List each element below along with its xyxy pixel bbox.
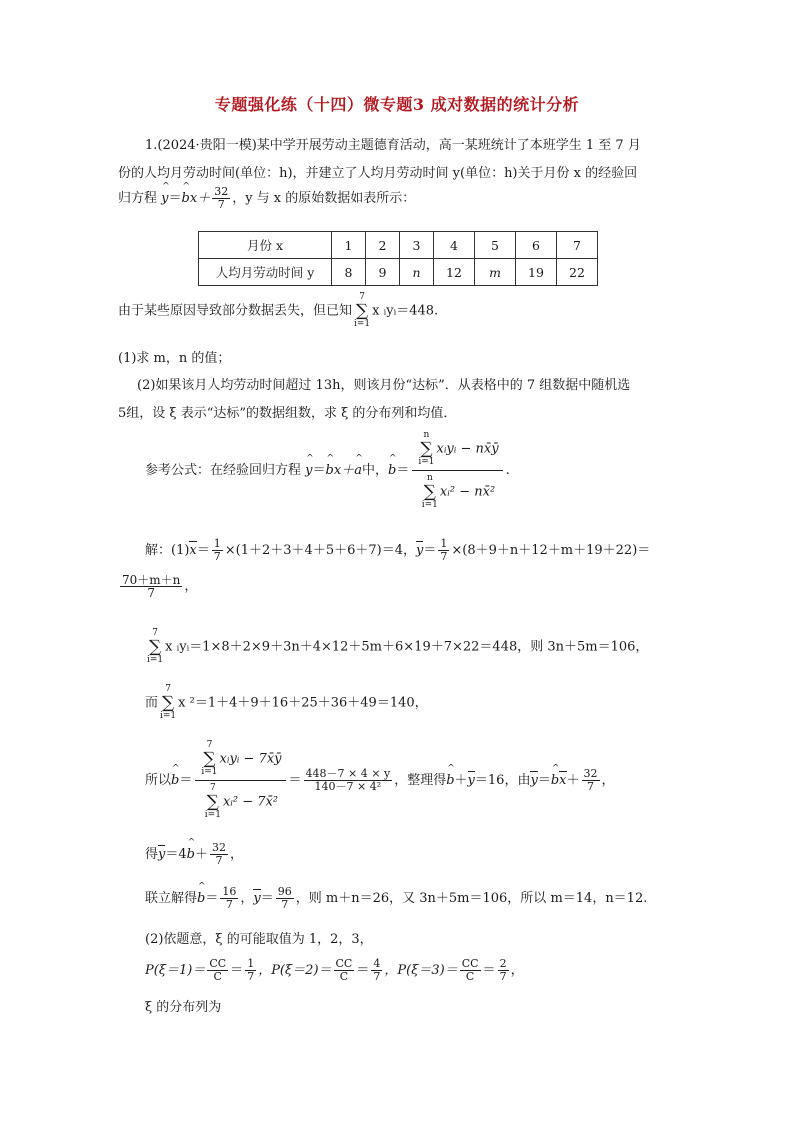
- fraction: $\frac{1}{7}$: [213, 537, 221, 563]
- sum-symbol: 7 ∑ i=1: [354, 292, 371, 329]
- formula-b-fraction: n ∑ i=1 xᵢyᵢ − nx̄ȳ n ∑ i=1 xᵢ² − nx̄²: [412, 430, 502, 511]
- table-cell: n: [400, 259, 434, 286]
- a-hat: ^ a: [354, 463, 362, 478]
- table-cell: 3: [400, 232, 434, 259]
- b-fraction: 7 ∑ i=1 xᵢyᵢ − 7x̄ȳ 7 ∑ i=1 xᵢ² − 7x̄²: [195, 740, 285, 821]
- solution-line3: 7 ∑ i=1 x ᵢyᵢ＝1×8＋2×9＋3n＋4×12＋5m＋6×19＋7×22＝448，则 3n＋5m＝106，: [147, 628, 649, 665]
- fraction: $\frac{4}{7}$: [373, 957, 381, 983]
- known-sum-line: [118, 292, 438, 330]
- fraction: $\frac{2}{7}$: [499, 957, 507, 983]
- y-hat: ^ y: [305, 463, 312, 478]
- question-2-line1: (2)如果该月人均劳动时间超过 13h，则该月份“达标”．从表格中的 7 组数据中随机选: [137, 378, 631, 393]
- table-cell: 12: [434, 259, 475, 286]
- table-row: [199, 232, 598, 259]
- x-term: x＋: [189, 191, 211, 206]
- problem-intro-line3: 归方程 ^ y＝^ bx＋ $\frac{32}{7}$ ，y 与 x 的原始数据如表所示：: [118, 186, 415, 211]
- fraction-32-7: $\frac{32}{7}$: [214, 185, 229, 211]
- solution-line4: 而 7 ∑ i=1 x ²＝1＋4＋9＋16＋25＋36＋49＝140，: [145, 684, 428, 721]
- table-cell: 22: [557, 259, 598, 286]
- fraction: $\frac{96}{7}$: [277, 885, 292, 911]
- b-hat: ^ b: [326, 463, 334, 478]
- solution-line9: P(ξ＝1)＝ $\frac{CC}{C}$ ＝ $\frac{1}{7}$ ，P(ξ＝2)＝ $\frac{CC}{C}$ ＝ $\frac{4}{7}$ ，P(ξ＝3)＝ $\frac{CC}{C}$ ＝ $\frac{2}{7}$ ，: [145, 957, 524, 983]
- solution-line1: 解：(1)x＝ $\frac{1}{7}$ ×(1＋2＋3＋4＋5＋6＋7)＝4，y＝ $\frac{1}{7}$ ×(8＋9＋n＋12＋m＋19＋22)＝: [145, 537, 651, 563]
- table-row: [199, 259, 598, 286]
- sum-symbol: 7 ∑ i=1: [160, 684, 177, 721]
- fraction: $\frac{448-7 \times 4 \times y}{\text{140－7 × 4²}}$: [305, 767, 391, 793]
- page-title: 专题强化练（十四）微专题3 成对数据的统计分析: [214, 95, 580, 114]
- fraction: $\frac{1}{7}$: [440, 537, 448, 563]
- solution-line10: ξ 的分布列为: [145, 1000, 222, 1015]
- known-text: 由于某些原因导致部分数据丢失，但已知: [118, 303, 353, 319]
- problem-intro-line2: 份的人均月劳动时间(单位：h)，并建立了人均月劳动时间 y(单位：h)关于月份 x 的经验回: [118, 166, 638, 181]
- question-1: (1)求 m，n 的值；: [118, 351, 231, 366]
- solution-line5: 所以^ b＝ 7 ∑ i=1 xᵢyᵢ − 7x̄ȳ 7 ∑ i=1 xᵢ² − 7x̄² ＝ $\frac{448-7 \times 4 \times y}{\text{140－7 × 4²}}$ ，整理得^ b＋y＝16，由y＝^ bx＋ $\frac{32}{7}$ ，: [145, 740, 615, 821]
- b-hat: ^ b: [182, 191, 190, 206]
- table-cell: 1: [332, 232, 366, 259]
- y-hat: ^ y: [161, 191, 168, 206]
- table-cell: 4: [434, 232, 475, 259]
- fraction: $\frac{70+m+n}{7}$: [122, 573, 181, 600]
- table-cell: 19: [516, 259, 557, 286]
- table-cell: 7: [557, 232, 598, 259]
- table-cell: m: [475, 259, 516, 286]
- solution-line6: 得y＝4^ b＋ $\frac{32}{7}$ ，: [145, 842, 243, 867]
- fraction: $\frac{32}{7}$: [583, 767, 598, 793]
- table-cell: 2: [366, 232, 400, 259]
- fraction: $\frac{1}{7}$: [247, 957, 255, 983]
- fraction: $\frac{CC}{C}$: [461, 957, 479, 983]
- table-cell: 月份 x: [199, 232, 332, 259]
- table-cell: 8: [332, 259, 366, 286]
- solution-line8: (2)依题意，ξ 的可能取值为 1，2，3，: [145, 932, 373, 947]
- intro-text: 归方程: [118, 191, 158, 206]
- formula-text: 参考公式：在经验回归方程: [145, 463, 302, 478]
- fraction: $\frac{CC}{C}$: [209, 957, 227, 983]
- table-cell: 6: [516, 232, 557, 259]
- solution-line2: $\frac{70+m+n}{7}$ ，: [122, 573, 198, 600]
- data-table: [198, 231, 598, 286]
- question-2-line2: 5组，设 ξ 表示“达标”的数据组数，求 ξ 的分布列和均值．: [118, 406, 457, 421]
- fraction: $\frac{32}{7}$: [212, 841, 226, 867]
- b-hat: ^ b: [388, 463, 396, 478]
- known-text-tail: x ᵢyᵢ＝448.: [372, 303, 439, 319]
- fraction: $\frac{16}{7}$: [222, 885, 237, 911]
- solution-line7: 联立解得^ b＝ $\frac{16}{7}$ ，y＝ $\frac{96}{7}$ ，则 m＋n＝26，又 3n＋5m＝106，所以 m＝14，n＝12.: [145, 886, 647, 911]
- y-bar: y: [416, 543, 424, 558]
- table-cell: 5: [475, 232, 516, 259]
- intro-text-tail: ，y 与 x 的原始数据如表所示：: [232, 191, 416, 206]
- fraction: $\frac{CC}{C}$: [335, 957, 353, 983]
- problem-intro-line1: 1.(2024·贵阳一模)某中学开展劳动主题德育活动，高一某班统计了本班学生 1 至 7 月: [145, 138, 641, 153]
- table-cell: 9: [366, 259, 400, 286]
- table-cell: 人均月劳动时间 y: [199, 259, 332, 286]
- sum-symbol: 7 ∑ i=1: [147, 628, 164, 665]
- x-bar: x: [189, 543, 197, 558]
- reference-formula: 参考公式：在经验回归方程 ^ y＝^ bx＋^ a中，^ b＝ n ∑ i=1 xᵢyᵢ − nx̄ȳ n ∑ i=1 xᵢ² − nx̄² .: [145, 430, 510, 511]
